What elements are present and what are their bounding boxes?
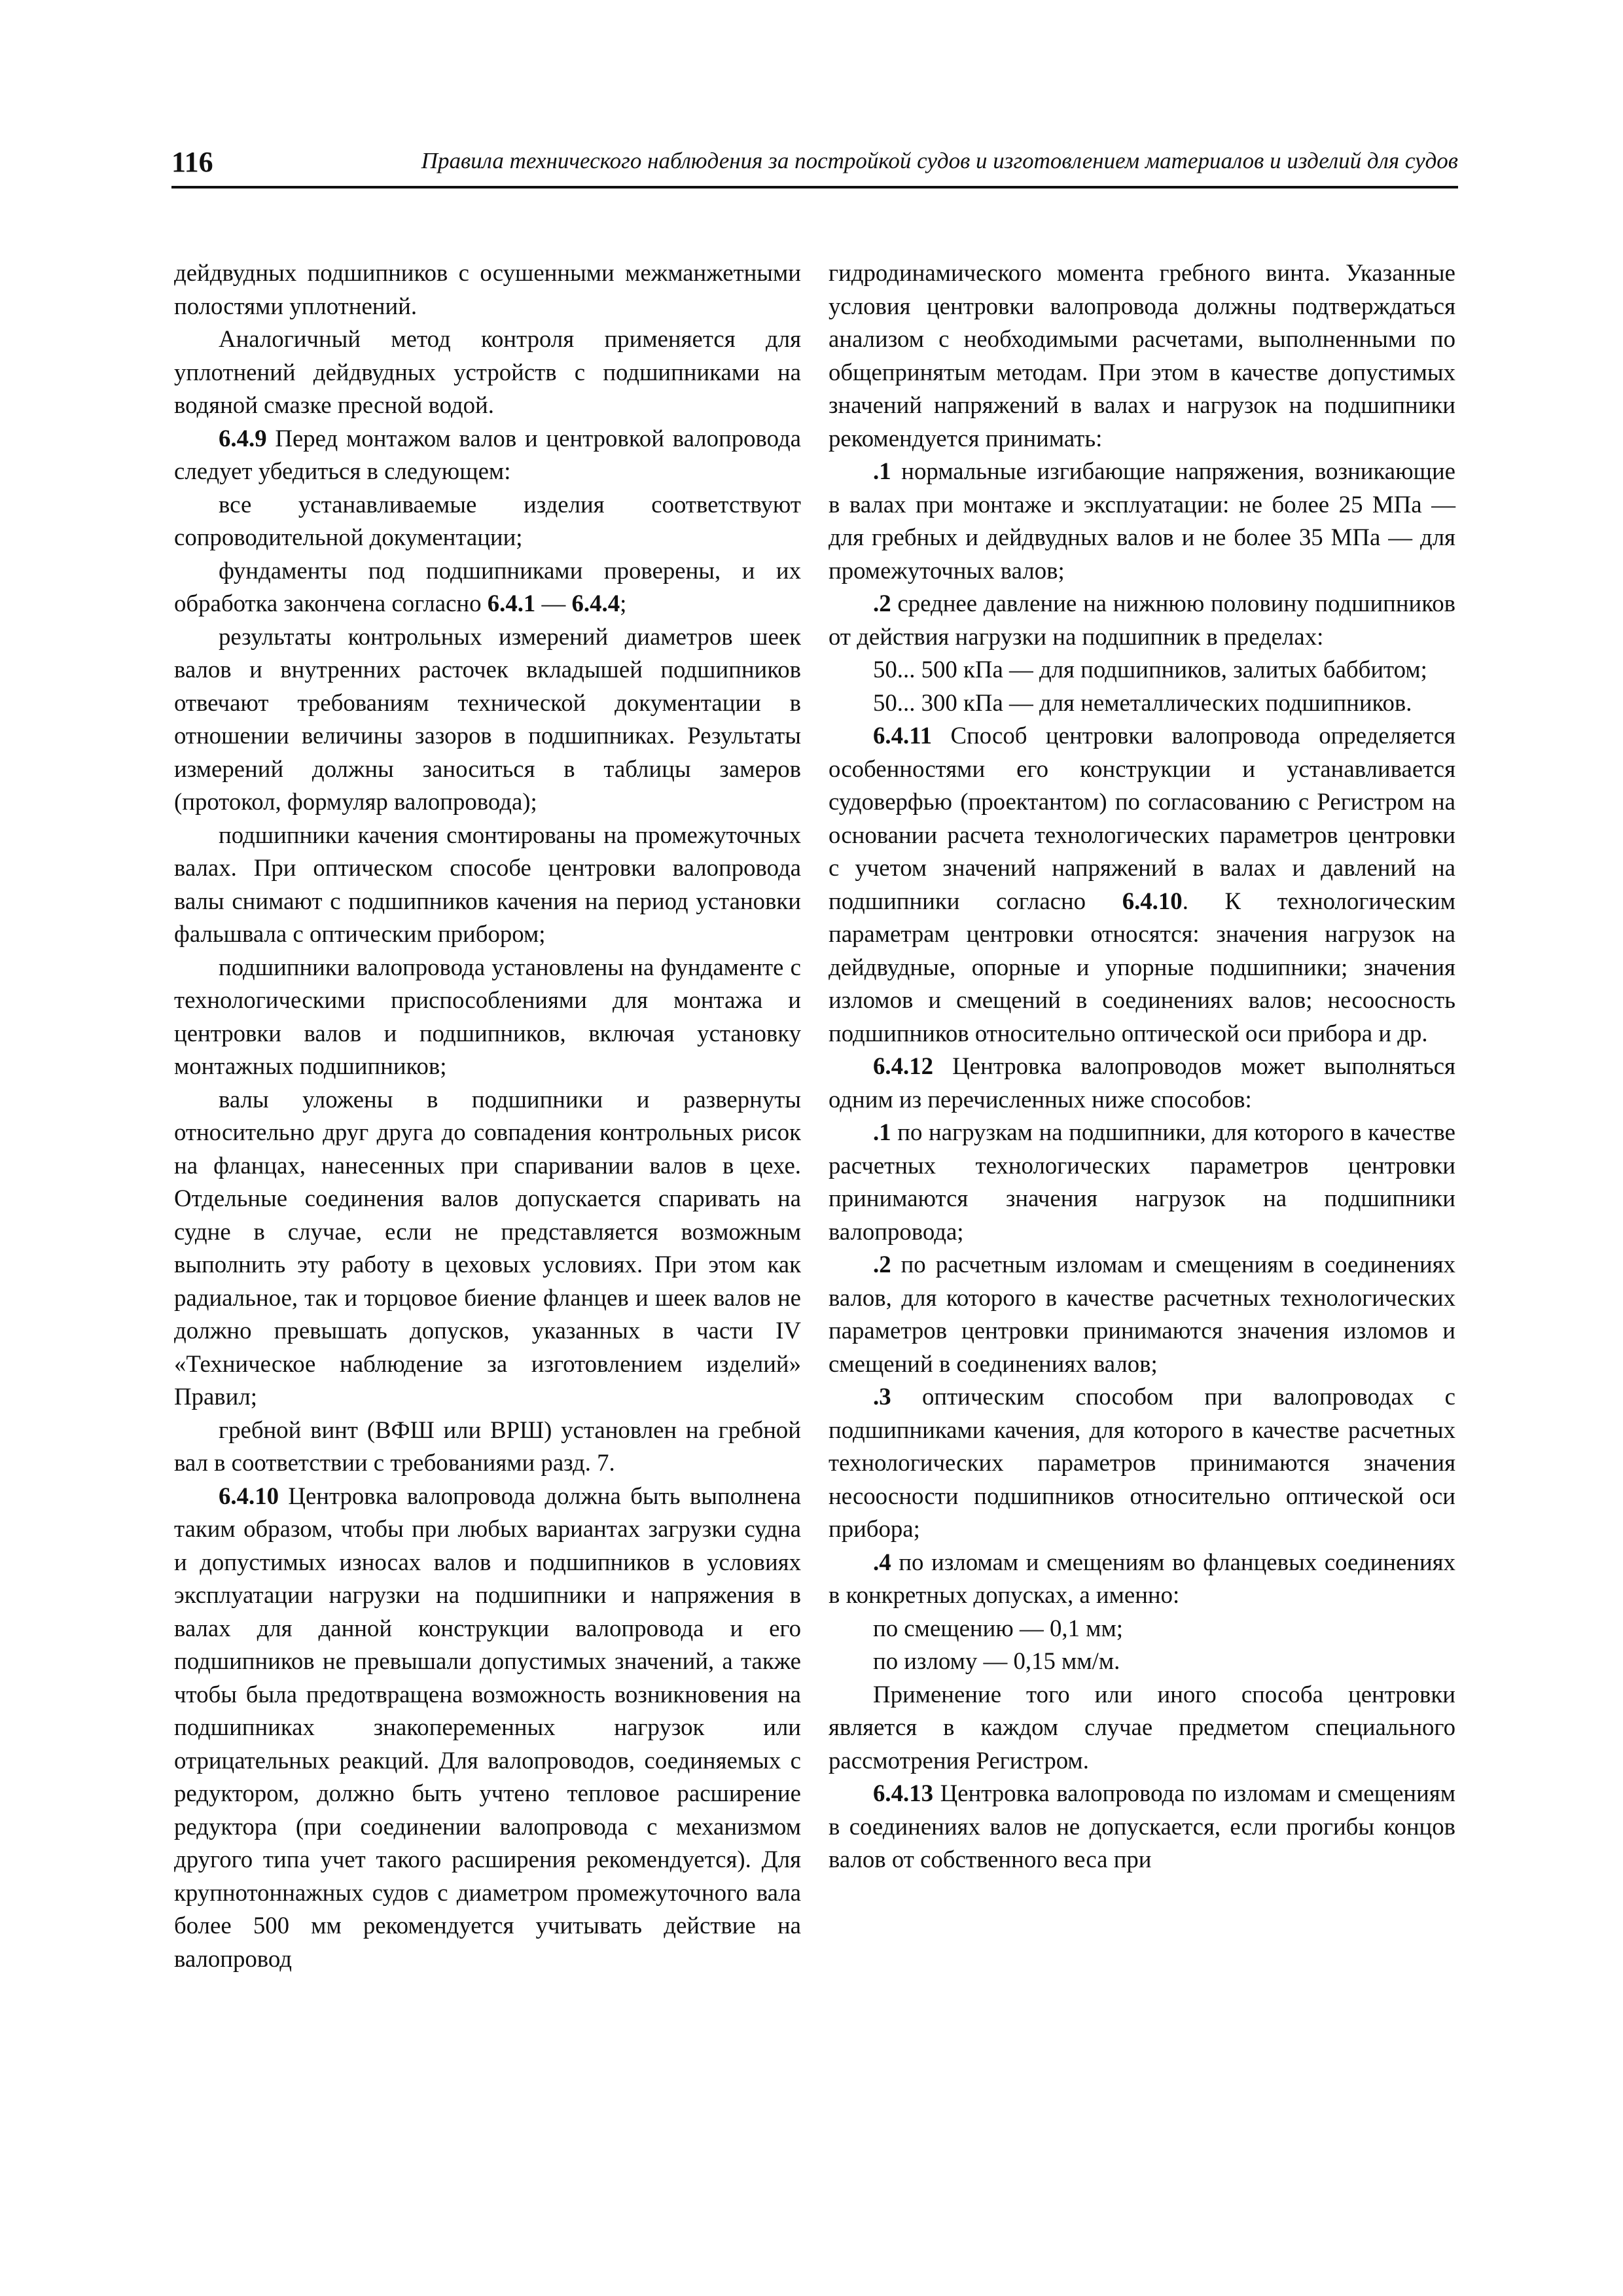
- paragraph: Применение того или иного способа центровки является в каждом случае предметом специального рассмотрения Регистром.: [829, 1680, 1455, 1774]
- list-item-3: [829, 1380, 1455, 1546]
- paragraph-text: по изломам и смещениям во фланцевых соединениях в конкретных допусках, а именно:: [829, 1548, 1456, 1608]
- section-number: 6.4.9: [219, 424, 267, 452]
- section-reference: 6.4.10: [1122, 887, 1183, 914]
- paragraph: по излому — 0,15 мм/м.: [873, 1647, 1120, 1674]
- paragraph: по смещению — 0,1 мм;: [873, 1614, 1123, 1641]
- paragraph: гидродинамического момента гребного винта. Указанные условия центровки валопровода должны подтверждаться анализом с необходимыми расчетами, выполненными по общепринятым методам. При этом в качестве допустимых значений напряжений в валах и нагрузок на подшипники рекомендуется принимать:: [829, 259, 1455, 452]
- section-number: 6.4.12: [873, 1052, 933, 1079]
- running-header: [171, 145, 1458, 183]
- paragraph: [174, 554, 801, 620]
- paragraph-text: Способ центровки валопровода определяется особенностями его конструкции и устанавливается судоверфью (проектантом) по согласованию с Регистром на основании расчета технологических параметров центровки с учетом значений напряжений в валах и давлений на подшипники согласно: [829, 722, 1455, 914]
- paragraph-text: оптическим способом при валопроводах с подшипниками качения, для которого в качестве расчетных технологических параметров принимаются значения несоосности подшипников относительно оптической оси прибора;: [829, 1383, 1456, 1542]
- list-item-4: [829, 1546, 1455, 1612]
- section-reference: 6.4.1: [487, 590, 536, 617]
- paragraph-6-4-11: [829, 719, 1455, 1050]
- section-number: 6.4.10: [219, 1482, 279, 1509]
- running-title: Правила технического наблюдения за постройкой судов и изготовлением материалов и изделий для судов: [421, 148, 1458, 173]
- paragraph: 50... 500 кПа — для подшипников, залитых баббитом;: [873, 656, 1427, 683]
- item-number: .2: [873, 1251, 891, 1278]
- paragraph-text: Центровка валопровода должна быть выполнена таким образом, чтобы при любых вариантах загрузки судна и допустимых износах валов и подшипников в условиях эксплуатации нагрузки на подшипники и напряжения в валах для данной конструкции валопровода и его подшипников не превышали допустимых значений, а также чтобы была предотвращена возможность возникновения на подшипниках знакопеременных нагрузок или отрицательных реакций. Для валопроводов, соединяемых с редуктором, должно быть учтено тепловое расширение редуктора (при соединении валопровода с механизмом другого типа учет такого расширения рекомендуется). Для крупнотоннажных судов с диаметром промежуточного вала более 500 мм рекомендуется учитывать действие на валопровод: [174, 1482, 801, 1972]
- paragraph: Аналогичный метод контроля применяется для уплотнений дейдвудных устройств с подшипниками на водяной смазке пресной водой.: [174, 325, 801, 418]
- paragraph-text: по нагрузкам на подшипники, для которого в качестве расчетных технологических параметров центровки принимаются значения нагрузок на подшипники валопровода;: [829, 1119, 1455, 1245]
- page-number: 116: [171, 146, 213, 178]
- paragraph: валы уложены в подшипники и развернуты относительно друг друга до совпадения контрольных рисок на фланцах, нанесенных при спаривании валов в цехе. Отдельные соединения валов допускается спаривать на судне в случае, если не представляется возможным выполнить эту работу в цеховых условиях. При этом как радиальное, так и торцовое биение фланцев и шеек валов не должно превышать допусков, указанных в части IV «Техническое наблюдение за изготовлением изделий» Правил;: [174, 1085, 801, 1410]
- list-item-2: [829, 587, 1455, 653]
- right-column: [829, 257, 1455, 1876]
- paragraph-text: по расчетным изломам и смещениям в соединениях валов, для которого в качестве расчетных технологических параметров центровки принимаются значения изломов и смещений в соединениях валов;: [829, 1251, 1455, 1377]
- header-rule: [171, 186, 1458, 188]
- paragraph-text: Центровка валопровода по изломам и смещениям в соединениях валов не допускается, если прогибы концов валов от собственного веса при: [829, 1780, 1455, 1873]
- item-number: .4: [873, 1548, 891, 1575]
- punctuation: ;: [620, 590, 627, 617]
- item-number: .1: [873, 457, 891, 484]
- paragraph-text: среднее давление на нижнюю половину подшипников от действия нагрузки на подшипник в пределах:: [829, 590, 1456, 650]
- section-number: 6.4.13: [873, 1780, 933, 1806]
- paragraph: подшипники валопровода установлены на фундаменте с технологическими приспособлениями для монтажа и центровки валов и подшипников, включая установку монтажных подшипников;: [174, 953, 801, 1079]
- paragraph-text: нормальные изгибающие напряжения, возникающие в валах при монтаже и эксплуатации: не более 25 МПа — для гребных и дейдвудных валов и не более 35 МПа — для промежуточных валов;: [829, 457, 1455, 584]
- paragraph: дейдвудных подшипников с осушенными межманжетными полостями уплотнений.: [174, 259, 801, 319]
- list-item-1: [829, 455, 1455, 587]
- paragraph-6-4-9: [174, 422, 801, 488]
- item-number: .2: [873, 590, 891, 617]
- paragraph: подшипники качения смонтированы на промежуточных валах. При оптическом способе центровки валопровода валы снимают с подшипников качения на период установки фальшвала с оптическим прибором;: [174, 821, 801, 947]
- list-item-1: [829, 1116, 1455, 1248]
- left-column: [174, 257, 801, 1975]
- paragraph: 50... 300 кПа — для неметаллических подшипников.: [873, 689, 1412, 716]
- paragraph: гребной винт (ВФШ или ВРШ) установлен на гребной вал в соответствии с требованиями разд. 7.: [174, 1416, 801, 1476]
- section-number: 6.4.11: [873, 722, 932, 749]
- paragraph: результаты контрольных измерений диаметров шеек валов и внутренних расточек вкладышей подшипников отвечают требованиям технической документации в отношении величины зазоров в подшипниках. Результаты измерений должны заноситься в таблицы замеров (протокол, формуляр валопровода);: [174, 622, 801, 815]
- paragraph-6-4-13: [829, 1777, 1455, 1876]
- paragraph-text: . К технологическим параметрам центровки относятся: значения нагрузок на дейдвудные, опорные и упорные подшипники; значения изломов и смещений в соединениях валов; несоосность подшипников относительно оптической оси прибора и др.: [829, 887, 1456, 1047]
- paragraph-text: Центровка валопроводов может выполняться одним из перечисленных ниже способов:: [829, 1052, 1455, 1113]
- paragraph-text: Перед монтажом валов и центровкой валопровода следует убедиться в следующем:: [174, 424, 802, 484]
- dash: —: [541, 590, 566, 617]
- section-reference: 6.4.4: [571, 590, 620, 617]
- paragraph-6-4-10: [174, 1480, 801, 1976]
- item-number: .1: [873, 1119, 891, 1145]
- paragraph-6-4-12: [829, 1050, 1455, 1116]
- paragraph: все устанавливаемые изделия соответствуют сопроводительной документации;: [174, 490, 801, 550]
- list-item-2: [829, 1248, 1455, 1380]
- paragraph-text: фундаменты под подшипниками проверены, и их обработка закончена согласно: [174, 556, 801, 617]
- item-number: .3: [873, 1383, 891, 1410]
